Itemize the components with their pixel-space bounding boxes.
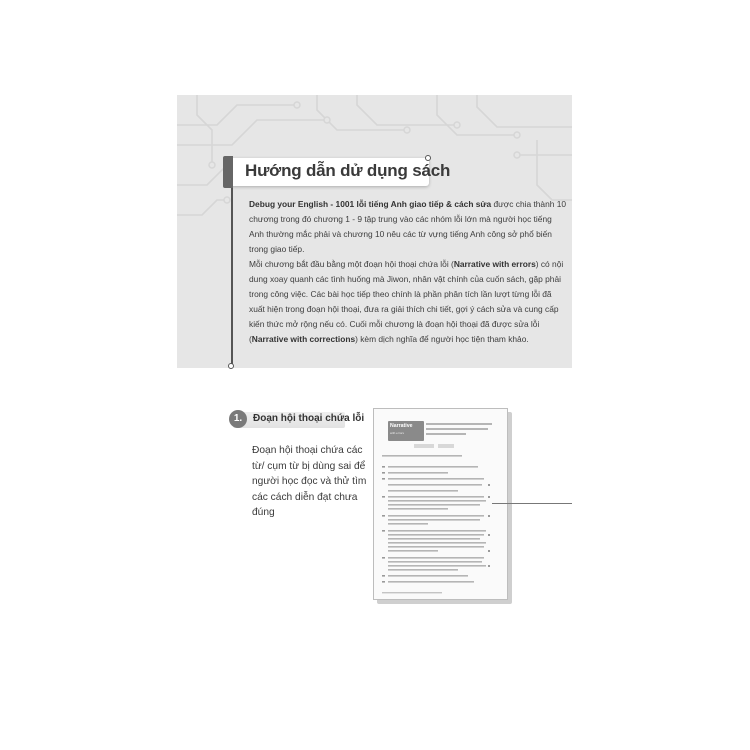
intro-paragraph-2 (249, 257, 567, 346)
book-title: Debug your English - 1001 lỗi tiếng Anh giao tiếp & cách sửa (249, 199, 492, 209)
page-title: Hướng dẫn dử dụng sách (245, 161, 451, 180)
intro-paragraph-1 (249, 197, 567, 257)
paragraph-1-text: được chia thành 10 chương trong đó chương 1 - 9 tập trung vào các nhóm lỗi lớn mà người học tiếng Anh thường mắc phải và chương 10 nêu các từ vựng tiếng Anh công sở phổ biến trong giao tiếp. (249, 199, 567, 254)
narrative-corrections-term: Narrative with corrections (251, 333, 356, 344)
page-thumbnail-tag-subtitle: with errors (390, 431, 405, 435)
callout-pointer-line (492, 503, 572, 504)
paragraph-2-text-b: ) có nội dung xoay quanh các tình huống mà Jiwon, nhân vật chính của cuốn sách, gặp phải trong công việc. Các bài học tiếp theo chính là phần phân tích lần lượt từng lỗi đã xuất hiện trong đoạn hội thoại, đưa ra giải thích chi tiết, gợi ý cách sửa và cung cấp kiến thức mở rộng nếu có. Cuối mỗi chương là đoạn hội thoại đã được sửa lỗi ( (249, 259, 564, 344)
timeline-line (231, 160, 233, 365)
page-thumbnail (373, 408, 508, 600)
section-heading: Đoạn hội thoại chứa lỗi (253, 413, 365, 424)
title-tab-accent (223, 156, 233, 188)
page-thumbnail-tag-title: Narrative (390, 423, 413, 429)
section-number-badge: 1. (229, 410, 247, 428)
timeline-end-dot (228, 363, 234, 369)
paragraph-2-text-c: ) kèm dịch nghĩa để người học tiện tham khảo. (355, 333, 529, 344)
narrative-errors-term: Narrative with errors (453, 259, 536, 269)
section-description: Đoạn hội thoại chứa các từ/ cụm từ bị dùng sai để người học đọc và thử tìm các cách diễn đạt chưa đúng (252, 445, 367, 518)
paragraph-2-text-a: Mỗi chương bắt đầu bằng một đoạn hội thoại chứa lỗi ( (249, 259, 454, 269)
